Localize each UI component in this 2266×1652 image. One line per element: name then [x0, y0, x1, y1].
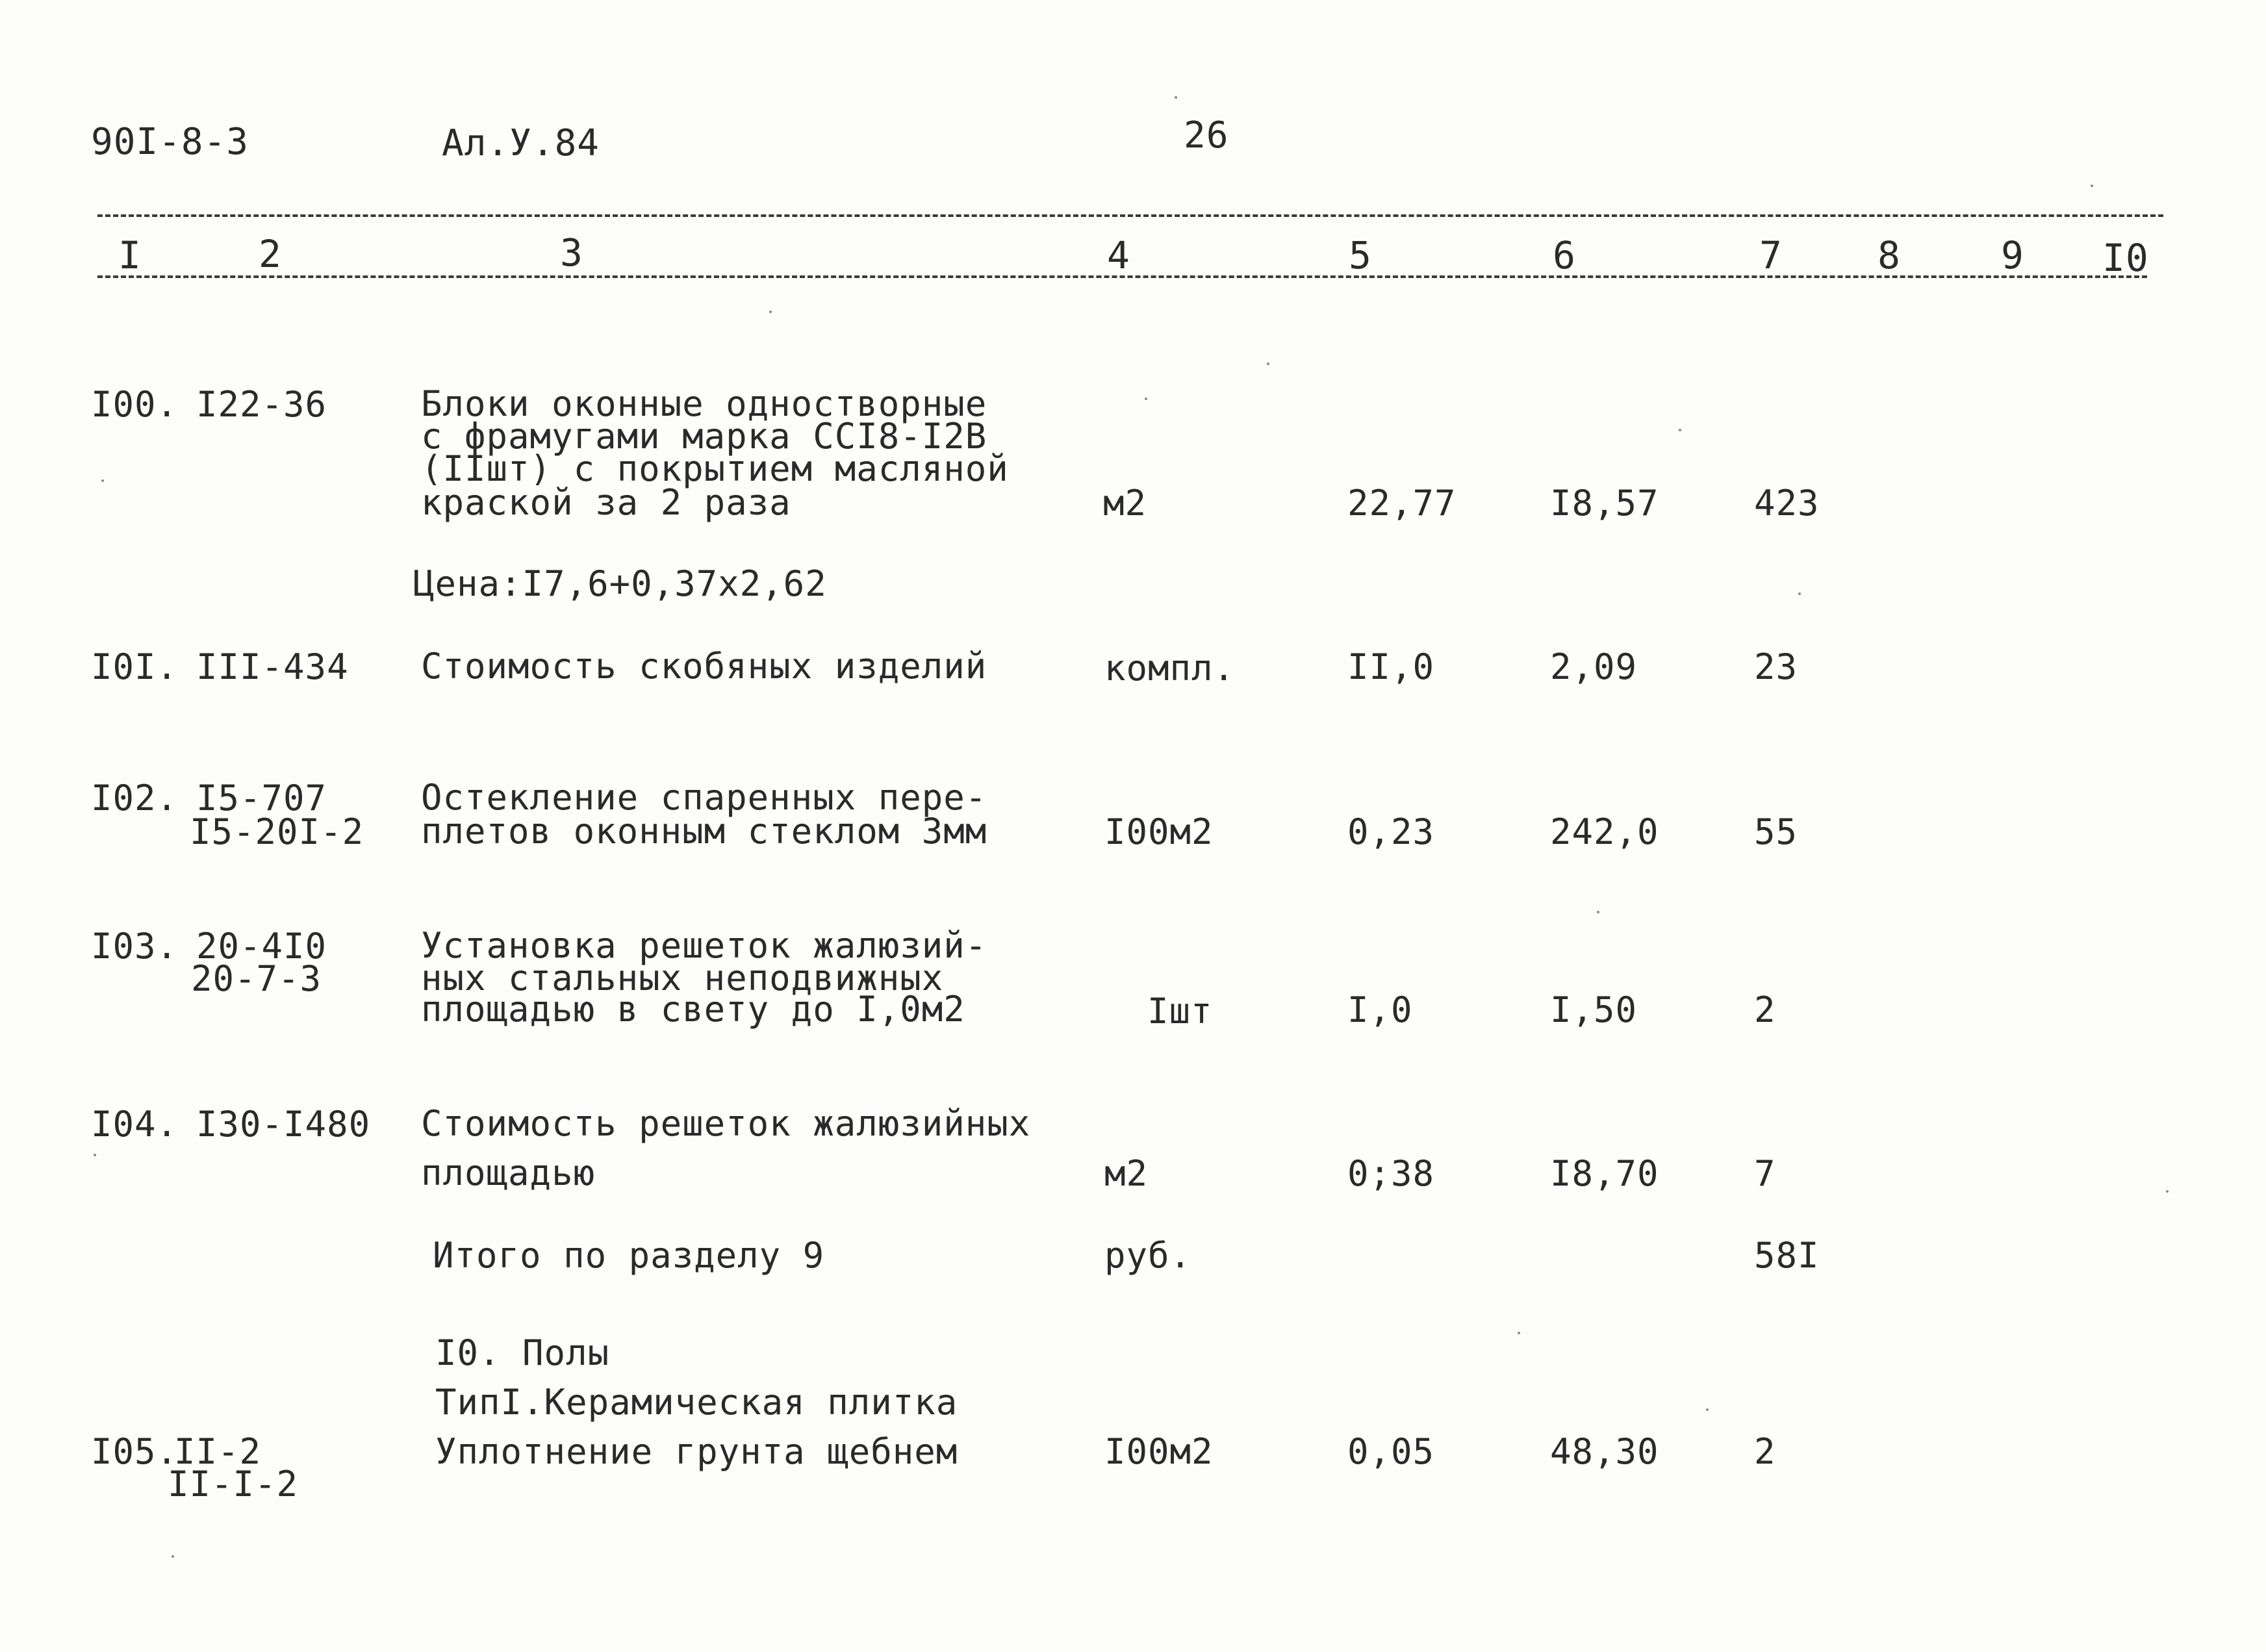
- row-quantity: 0;38: [1347, 1153, 1435, 1194]
- scan-speck: [1679, 429, 1681, 431]
- row-description-line: Уплотнение грунта щебнем: [435, 1431, 958, 1472]
- row-description-line: Остекление спаренных пере-: [421, 777, 987, 818]
- row-description-line: площадью: [421, 1152, 596, 1193]
- row-unit-price: I8,57: [1550, 483, 1659, 524]
- column-number-6: 6: [1553, 233, 1576, 277]
- row-quantity: II,0: [1347, 646, 1435, 687]
- row-description-line: плетов оконным стеклом 3мм: [421, 811, 987, 852]
- row-quantity: 22,77: [1347, 483, 1457, 524]
- row-unit-price: I8,70: [1550, 1153, 1659, 1194]
- column-number-4: 4: [1107, 233, 1130, 277]
- row-total: 23: [1754, 646, 1798, 687]
- row-number: I04.: [91, 1104, 179, 1145]
- row-description-line: (IIшт) с покрытием масляной: [421, 448, 1009, 489]
- row-code: II-2: [174, 1431, 262, 1472]
- row-description-line: Блоки оконные одностворные: [421, 383, 987, 424]
- row-total: 7: [1754, 1153, 1776, 1194]
- price-note: Цена:I7,6+0,37х2,62: [413, 563, 827, 604]
- row-number: I03.: [91, 926, 179, 967]
- album-reference: Ал.У.84: [442, 122, 600, 164]
- row-code: I22-36: [196, 384, 327, 425]
- scan-speck: [769, 311, 772, 313]
- column-number-1: I: [118, 233, 142, 277]
- scan-speck: [1175, 96, 1177, 99]
- column-number-5: 5: [1349, 233, 1372, 277]
- scan-speck: [94, 1154, 96, 1156]
- section-subtitle: ТипI.Керамическая плитка: [435, 1382, 958, 1423]
- row-total: 423: [1754, 483, 1820, 524]
- column-number-7: 7: [1759, 233, 1783, 277]
- row-unit: компл.: [1104, 648, 1236, 689]
- row-quantity: I,0: [1347, 989, 1413, 1030]
- row-description-line: площадью в свету до I,0м2: [421, 989, 965, 1030]
- row-unit-price: 2,09: [1550, 646, 1638, 687]
- header-rule-top: [97, 214, 2163, 217]
- scan-speck: [172, 1555, 174, 1558]
- row-code: III-434: [196, 646, 349, 687]
- row-code: I30-I480: [196, 1104, 371, 1145]
- row-number: I02.: [91, 778, 179, 819]
- row-description-line: Установка решеток жалюзий-: [421, 925, 987, 966]
- scan-speck: [2166, 1190, 2169, 1193]
- row-number: I00.: [91, 384, 179, 425]
- scan-speck: [1706, 1408, 1709, 1411]
- column-number-9: 9: [2001, 233, 2024, 277]
- document-code: 90I-8-3: [91, 121, 249, 163]
- row-unit: I00м2: [1104, 811, 1214, 852]
- row-total: 2: [1754, 1431, 1776, 1472]
- scan-speck: [101, 479, 104, 482]
- row-unit: Iшт: [1147, 991, 1213, 1032]
- subtotal-total: 58I: [1754, 1235, 1820, 1276]
- row-code: I5-707: [196, 778, 327, 819]
- column-number-10: I0: [2102, 236, 2149, 280]
- row-unit-price: 48,30: [1550, 1431, 1659, 1472]
- row-description-line: с фрамугами марка ССI8-I2В: [421, 416, 987, 457]
- row-quantity: 0,05: [1347, 1431, 1435, 1472]
- row-quantity: 0,23: [1347, 811, 1435, 852]
- row-number: I05.: [91, 1431, 179, 1472]
- scan-speck: [2091, 184, 2093, 187]
- column-number-8: 8: [1878, 233, 1901, 277]
- row-description-line: Стоимость скобяных изделий: [421, 646, 987, 687]
- scan-speck: [1597, 911, 1599, 913]
- row-unit-price: 242,0: [1550, 811, 1659, 852]
- scan-speck: [1267, 362, 1269, 365]
- row-unit-price: I,50: [1550, 989, 1638, 1030]
- row-description-line: краской за 2 раза: [421, 482, 791, 523]
- row-number: I0I.: [91, 646, 179, 687]
- row-code: 20-7-3: [191, 958, 322, 999]
- row-description-line: Стоимость решеток жалюзийных: [421, 1103, 1031, 1144]
- section-title: I0. Полы: [435, 1332, 610, 1373]
- row-unit: м2: [1103, 483, 1147, 524]
- scan-speck: [1518, 1332, 1520, 1334]
- scan-speck: [1145, 398, 1147, 400]
- column-number-3: 3: [560, 231, 583, 275]
- row-description-line: ных стальных неподвижных: [421, 958, 944, 998]
- column-number-2: 2: [259, 232, 282, 276]
- subtotal-unit: руб.: [1104, 1235, 1192, 1276]
- scan-speck: [1798, 592, 1801, 595]
- page-number: 26: [1184, 114, 1229, 157]
- row-total: 55: [1754, 811, 1798, 852]
- row-code: I5-20I-2: [190, 811, 364, 852]
- row-unit: I00м2: [1104, 1431, 1214, 1472]
- row-code: 20-4I0: [196, 926, 327, 967]
- row-code: II-I-2: [168, 1464, 299, 1505]
- row-total: 2: [1754, 989, 1776, 1030]
- subtotal-label: Итого по разделу 9: [433, 1235, 825, 1276]
- row-unit: м2: [1104, 1153, 1149, 1194]
